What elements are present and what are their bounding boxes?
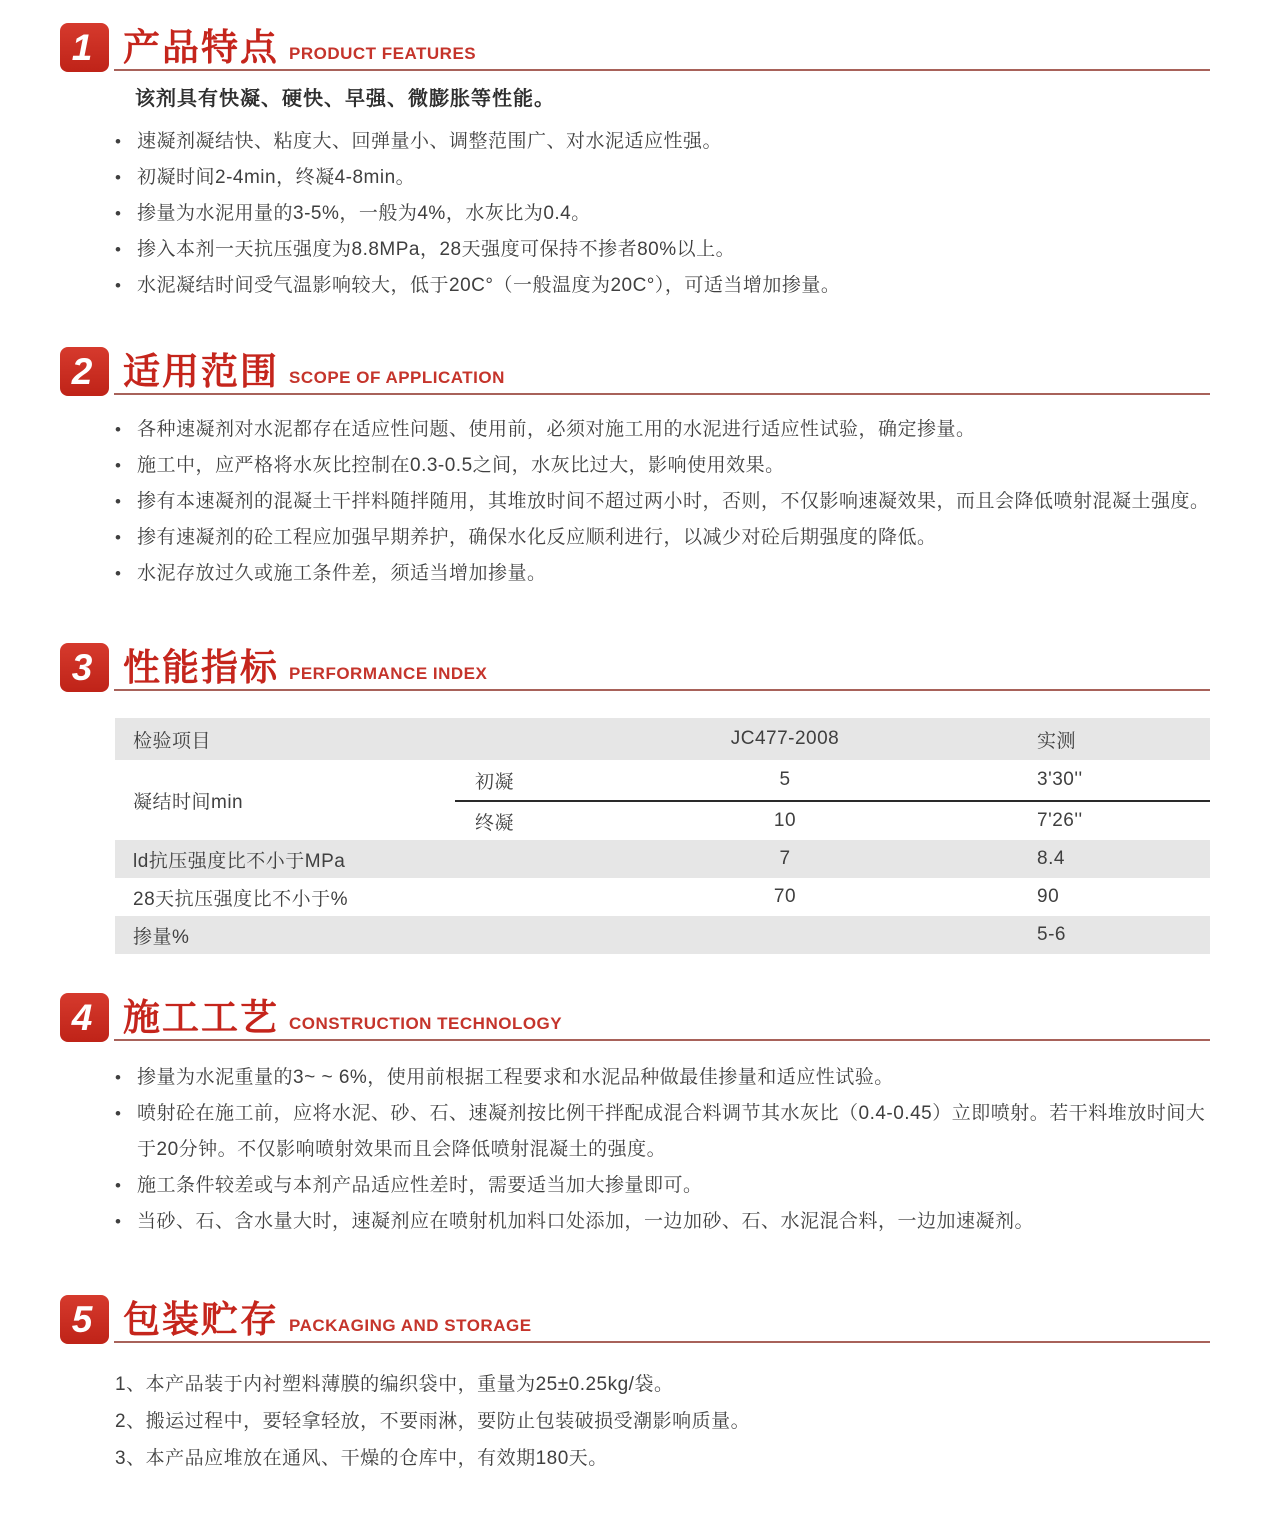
- table-subrow-initial-set: 初凝 5 3'30'': [475, 769, 1083, 793]
- section-number-badge: 4: [60, 993, 109, 1042]
- section-packaging-storage: [60, 1294, 1210, 1477]
- section-subtitle: PERFORMANCE INDEX: [289, 664, 488, 683]
- list-item: 2、搬运过程中，要轻拿轻放，不要雨淋，要防止包装破损受潮影响质量。: [115, 1411, 751, 1432]
- list-item: • 初凝时间2-4min，终凝4-8min。: [115, 160, 1210, 196]
- table-header-row: [115, 718, 1210, 760]
- performance-table: [115, 718, 1210, 954]
- list-item: • 各种速凝剂对水泥都存在适应性问题、使用前，必须对施工用的水泥进行适应性试验，确定掺量。: [115, 412, 1210, 448]
- bullet-dot-icon: [115, 1096, 137, 1168]
- table-row: ld抗压强度比不小于MPa 7 8.4: [115, 840, 1210, 878]
- packaging-item-list: [115, 1366, 1210, 1477]
- bullet-dot-icon: [115, 1204, 137, 1240]
- list-item: • 掺量为水泥用量的3-5%，一般为4%，水灰比为0.4。: [115, 196, 1210, 232]
- header-underline: [114, 689, 1210, 691]
- bullet-dot-icon: [115, 196, 137, 232]
- bullet-dot-icon: [115, 124, 137, 160]
- section-2-header: [60, 346, 1210, 396]
- list-item: • 速凝剂凝结快、粘度大、回弹量小、调整范围广、对水泥适应性强。: [115, 124, 1210, 160]
- section-subtitle: PACKAGING AND STORAGE: [289, 1316, 532, 1335]
- section-number-badge: 5: [60, 1295, 109, 1344]
- section-number-badge: 3: [60, 643, 109, 692]
- product-datasheet: [0, 22, 1280, 1497]
- section-3-header: [60, 642, 1210, 692]
- section-1-header: [60, 22, 1210, 72]
- list-item: • 掺入本剂一天抗压强度为8.8MPa，28天强度可保持不掺者80%以上。: [115, 232, 1210, 268]
- section-title: 包装贮存: [123, 1299, 279, 1340]
- section-scope-of-application: [60, 346, 1210, 592]
- table-row-setting-time: [115, 760, 1210, 840]
- list-item: • 掺有速凝剂的砼工程应加强早期养护，确保水化反应顺利进行，以减少对砼后期强度的降低。: [115, 520, 1210, 556]
- header-underline: [114, 393, 1210, 395]
- header-underline: [114, 69, 1210, 71]
- features-intro: 该剂具有快凝、硬快、早强、微膨胀等性能。: [135, 88, 555, 110]
- bullet-dot-icon: [115, 1060, 137, 1096]
- section-subtitle: SCOPE OF APPLICATION: [289, 368, 505, 387]
- table-row: 28天抗压强度比不小于% 70 90: [133, 886, 1060, 910]
- list-item: • 施工中，应严格将水灰比控制在0.3-0.5之间，水灰比过大，影响使用效果。: [115, 448, 1210, 484]
- section-number-badge: 1: [60, 23, 109, 72]
- list-item: • 掺有本速凝剂的混凝土干拌料随拌随用，其堆放时间不超过两小时，否则，不仅影响速凝效果，而且会降低喷射混凝土强度。: [115, 484, 1210, 520]
- column-header-standard: JC477-2008: [730, 728, 840, 749]
- list-item: • 施工条件较差或与本剂产品适应性差时，需要适当加大掺量即可。: [115, 1168, 1210, 1204]
- bullet-dot-icon: [115, 520, 137, 556]
- section-title: 施工工艺: [123, 997, 279, 1038]
- bullet-dot-icon: [115, 160, 137, 196]
- list-item: • 掺量为水泥重量的3~ ~ 6%，使用前根据工程要求和水泥品种做最佳掺量和适应性试验。: [115, 1060, 1210, 1096]
- list-item: • 水泥存放过久或施工条件差，须适当增加掺量。: [115, 556, 1210, 592]
- bullet-dot-icon: [115, 1168, 137, 1204]
- list-item: 1、本产品装于内衬塑料薄膜的编织袋中，重量为25±0.25kg/袋。: [115, 1374, 674, 1395]
- section-subtitle: PRODUCT FEATURES: [289, 44, 477, 63]
- section-number-badge: 2: [60, 347, 109, 396]
- construction-bullet-list: [115, 1060, 1210, 1240]
- table-row: 掺量% 5-6: [115, 916, 1210, 954]
- bullet-dot-icon: [115, 268, 137, 304]
- section-construction-technology: [60, 992, 1210, 1240]
- header-underline: [114, 1039, 1210, 1041]
- table-subrow-final-set: 终凝 10 7'26'': [455, 800, 1210, 840]
- section-5-header: [60, 1294, 1210, 1344]
- section-subtitle: CONSTRUCTION TECHNOLOGY: [289, 1014, 563, 1033]
- section-4-header: [60, 992, 1210, 1042]
- bullet-dot-icon: [115, 412, 137, 448]
- column-header-item: 检验项目: [133, 730, 212, 752]
- list-item: 3、本产品应堆放在通风、干燥的仓库中，有效期180天。: [115, 1448, 608, 1469]
- list-item: • 水泥凝结时间受气温影响较大，低于20C°（一般温度为20C°），可适当增加掺量。: [115, 268, 1210, 304]
- features-bullet-list: [115, 124, 1210, 304]
- setting-time-subrows: [455, 760, 1210, 840]
- section-product-features: [60, 22, 1210, 304]
- section-title: 适用范围: [123, 351, 279, 392]
- bullet-dot-icon: [115, 232, 137, 268]
- bullet-dot-icon: [115, 556, 137, 592]
- section-performance-index: [60, 642, 1210, 954]
- section-title: 性能指标: [123, 647, 279, 688]
- header-underline: [114, 1341, 1210, 1343]
- list-item: • 喷射砼在施工前，应将水泥、砂、石、速凝剂按比例干拌配成混合料调节其水灰比（0.4-0.45）立即喷射。若干料堆放时间大于20分钟。不仅影响喷射效果而且会降低喷射混凝土的强度。: [115, 1096, 1210, 1168]
- bullet-dot-icon: [115, 484, 137, 520]
- row-label: 凝结时间min: [133, 791, 244, 813]
- scope-bullet-list: [115, 412, 1210, 592]
- bullet-dot-icon: [115, 448, 137, 484]
- column-header-measured: 实测: [1037, 730, 1077, 752]
- section-title: 产品特点: [123, 27, 279, 68]
- list-item: • 当砂、石、含水量大时，速凝剂应在喷射机加料口处添加，一边加砂、石、水泥混合料，一边加速凝剂。: [115, 1204, 1210, 1240]
